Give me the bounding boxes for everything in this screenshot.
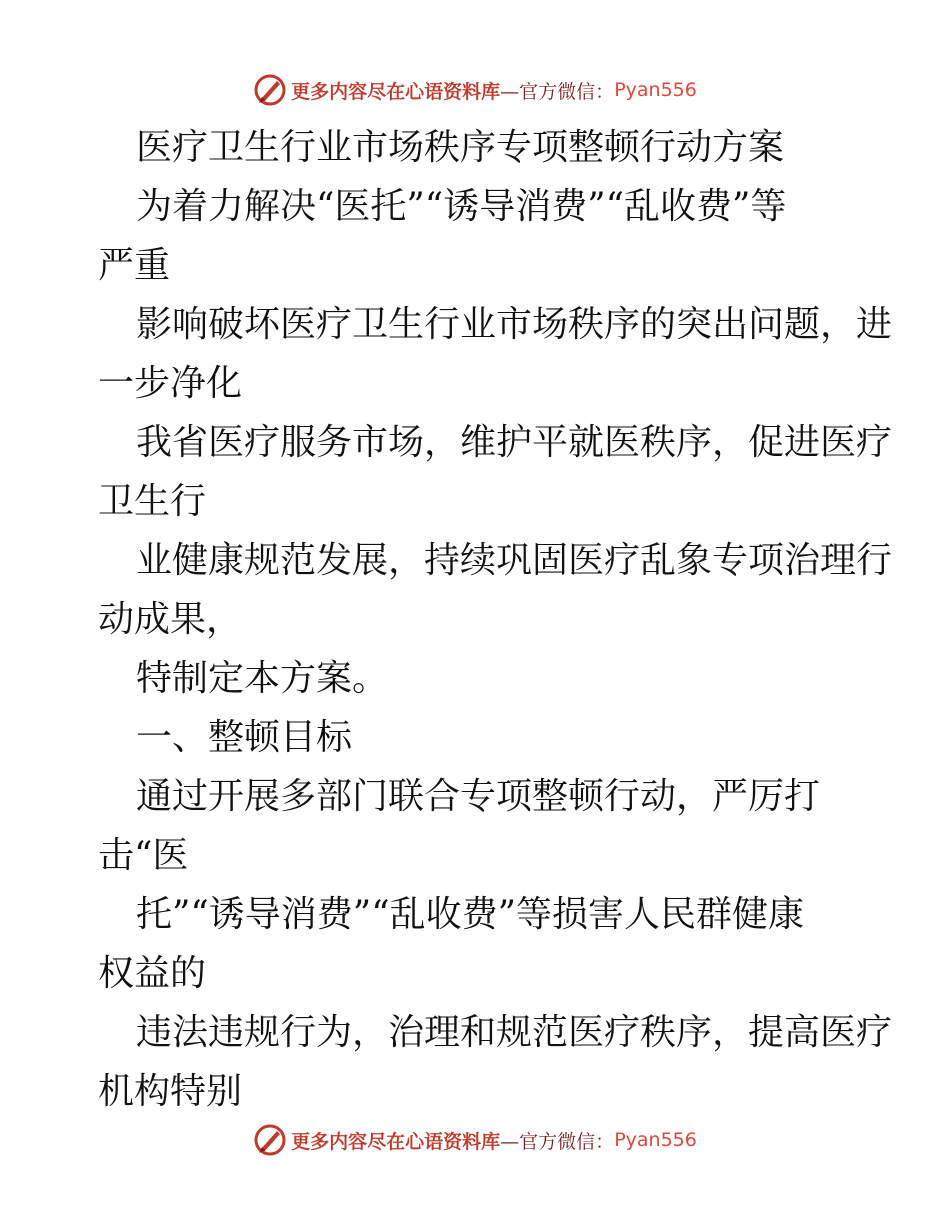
paragraph-line: 违法违规行为，治理和规范医疗秩序，提高医疗 xyxy=(136,1012,893,1053)
footer-watermark xyxy=(0,1120,950,1160)
paragraph-line: 机构特别 xyxy=(98,1071,243,1112)
paragraph-line: 权益的 xyxy=(98,953,207,994)
header-site-name: 更多内容尽在心语资料库 xyxy=(291,80,501,103)
footer-wechat-label: —官方微信： xyxy=(500,1130,615,1153)
header-wechat-label: —官方微信： xyxy=(500,80,615,103)
header-watermark xyxy=(0,70,950,110)
footer-wechat-handle: Pyan556 xyxy=(614,1129,697,1151)
doc-title: 医疗卫生行业市场秩序专项整顿行动方案 xyxy=(136,127,785,168)
paragraph-line: 一步净化 xyxy=(98,363,243,404)
paragraph-line: 卫生行 xyxy=(98,481,207,522)
paragraph-line: 特制定本方案。 xyxy=(136,658,389,699)
header-wechat-handle: Pyan556 xyxy=(614,79,697,101)
pen-logo-icon xyxy=(253,1123,287,1157)
section-heading: 一、整顿目标 xyxy=(136,717,353,758)
paragraph-line: 通过开展多部门联合专项整顿行动，严厉打 xyxy=(136,776,821,817)
footer-site-name: 更多内容尽在心语资料库 xyxy=(291,1130,501,1153)
pen-logo-icon xyxy=(253,73,287,107)
paragraph-line: 业健康规范发展，持续巩固医疗乱象专项治理行 xyxy=(136,540,893,581)
paragraph-line: 影响破坏医疗卫生行业市场秩序的突出问题，进 xyxy=(136,304,893,345)
paragraph-line: 动成果， xyxy=(98,599,243,640)
paragraph-line: 托”“诱导消费”“乱收费”等损害人民群健康 xyxy=(136,894,805,935)
paragraph-line: 击“医 xyxy=(98,835,189,876)
paragraph-line: 严重 xyxy=(98,245,171,286)
paragraph-line: 为着力解决“医托”“诱导消费”“乱收费”等 xyxy=(136,186,787,227)
paragraph-line: 我省医疗服务市场，维护平就医秩序，促进医疗 xyxy=(136,422,893,463)
